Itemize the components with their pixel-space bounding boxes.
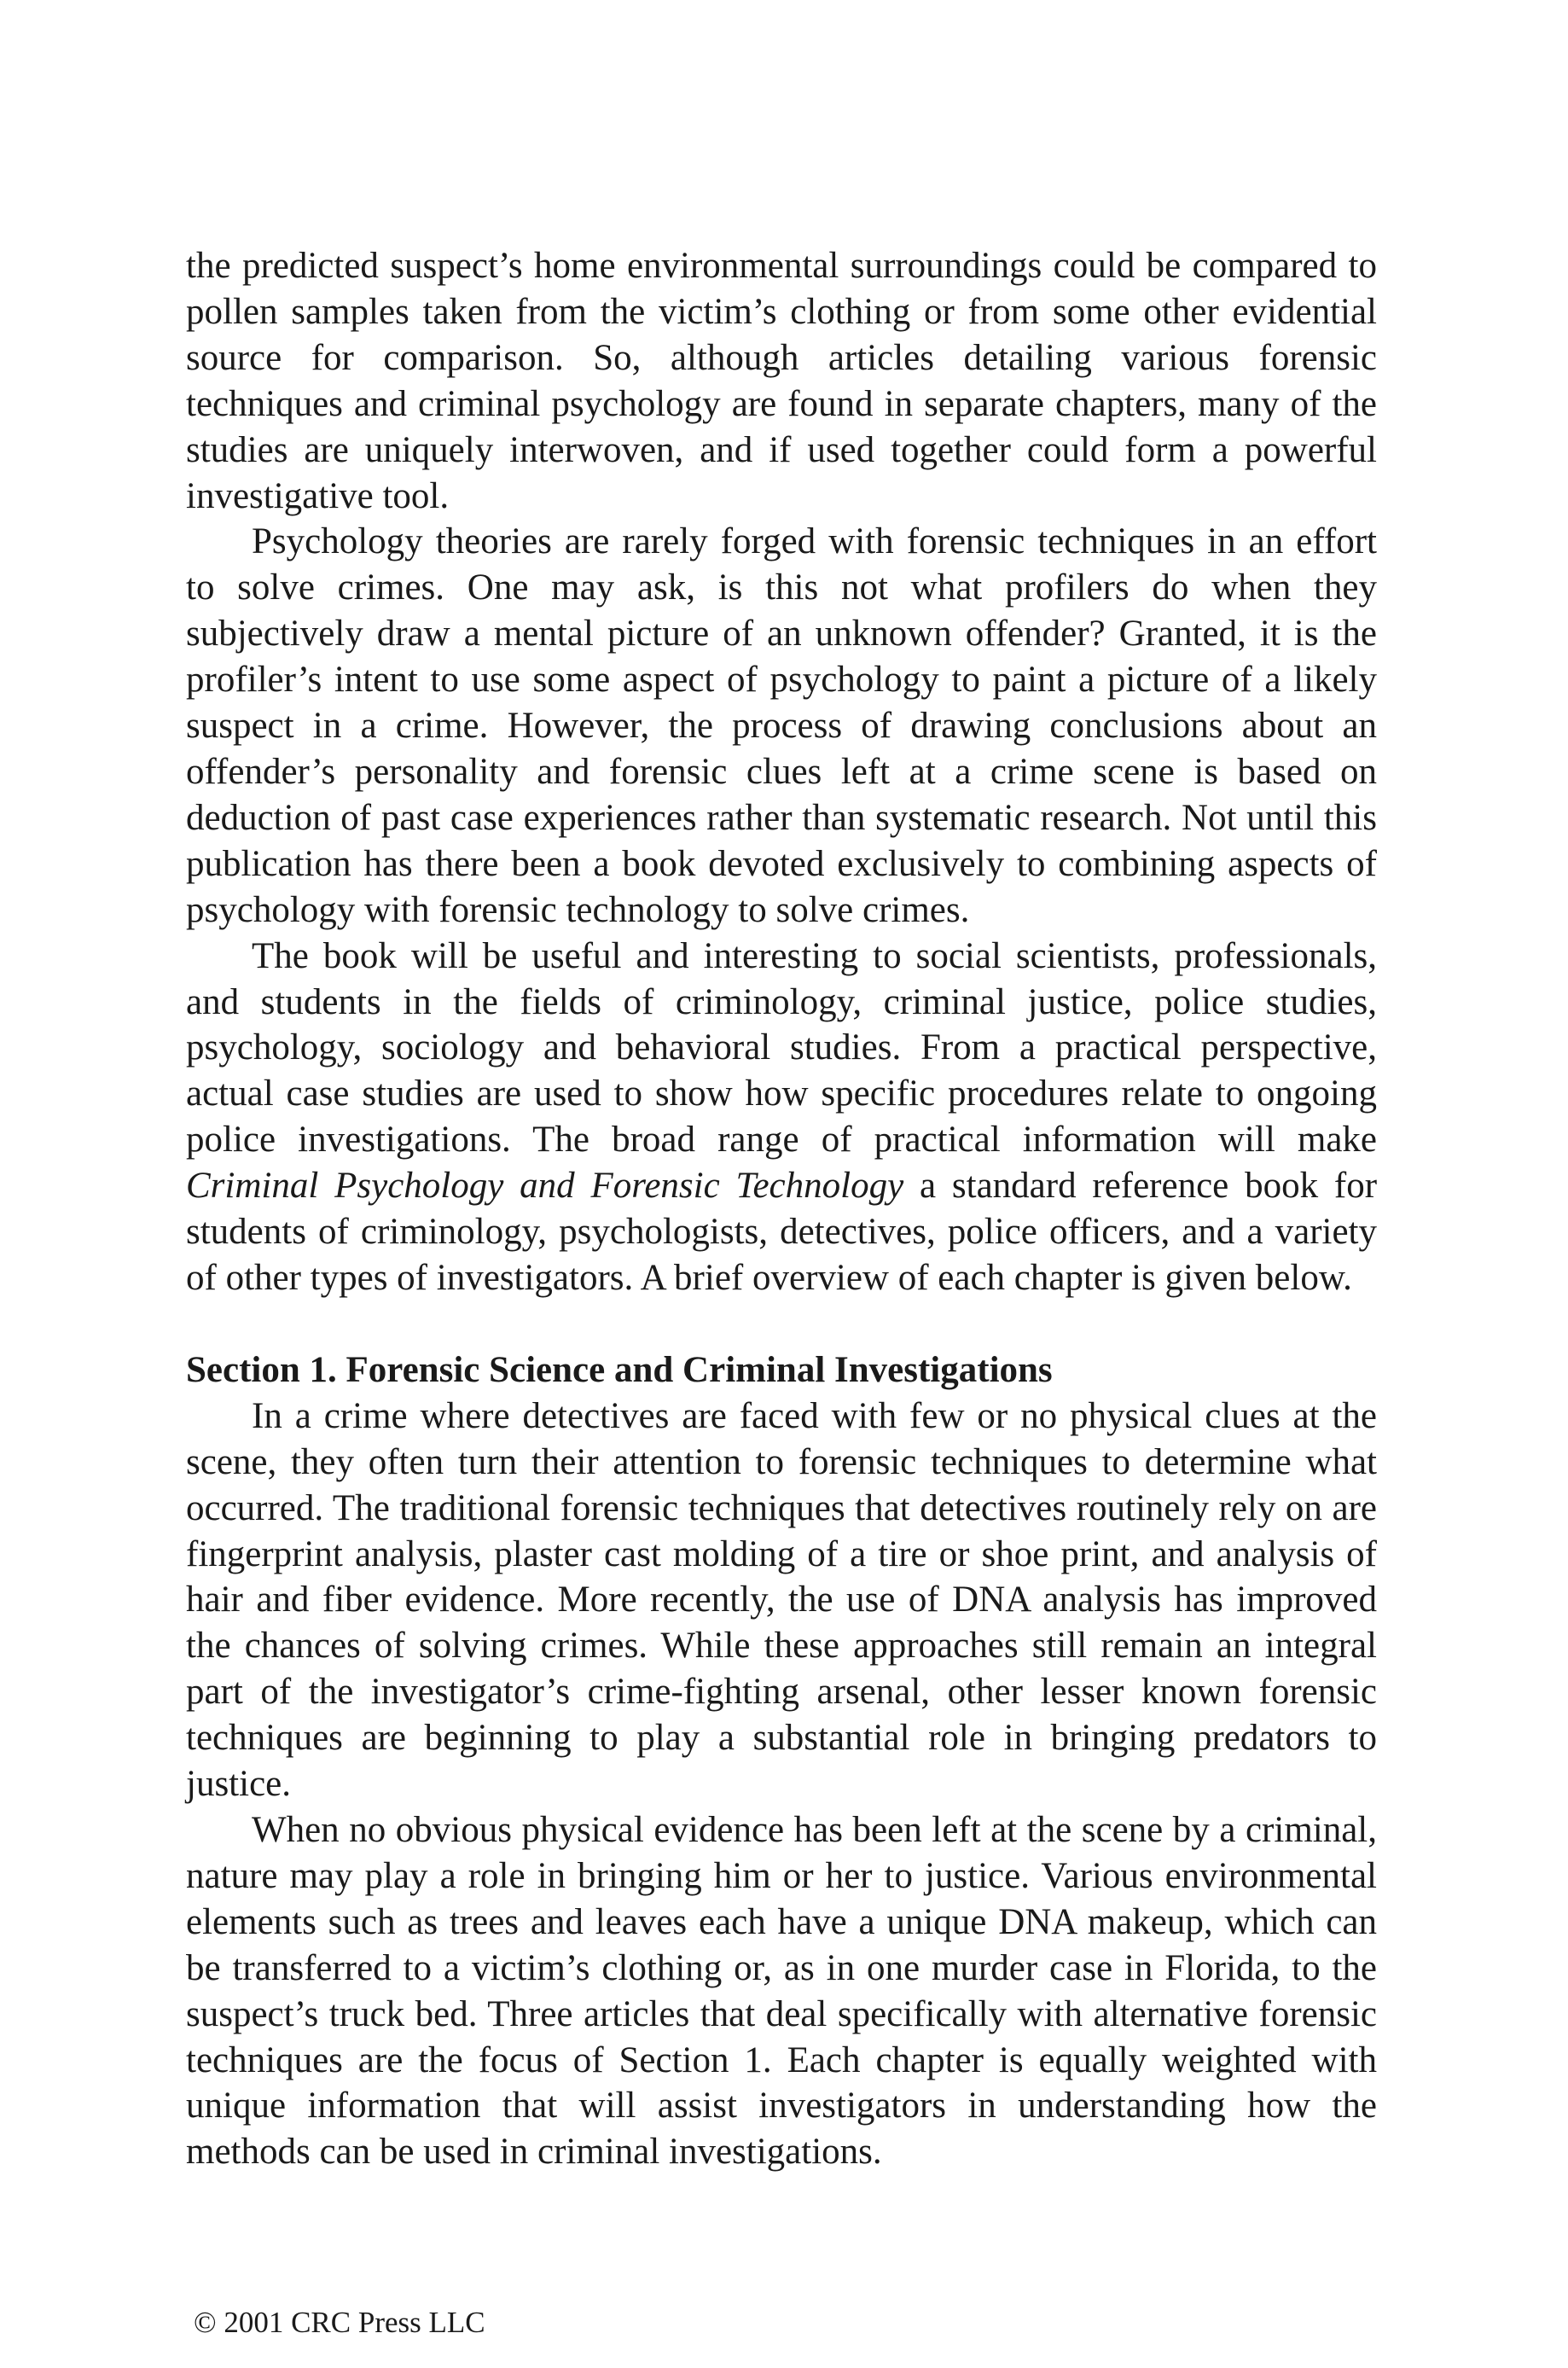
body-paragraph-1: the predicted suspect’s home environmental surroundings could be compared to pollen samples taken from the victim’s clothing or from some other evidential source for comparison. So, although articles detailing various forensic techniques and criminal psychology are found in separate chapters, many of the studies are uniquely interwoven, and if used together could form a powerful investigative tool. — [186, 246, 1377, 516]
copyright-footer: © 2001 CRC Press LLC — [194, 2306, 485, 2339]
body-paragraph-4: In a crime where detectives are faced with few or no physical clues at the scene, they often turn their attention to forensic techniques to determine what occurred. The traditional forensic techniques that detectives routinely rely on are fingerprint analysis, plaster cast molding of a tire or shoe print, and analysis of hair and fiber evidence. More recently, the use of DNA analysis has improved the chances of solving crimes. While these approaches still remain an integral part of the investigator’s crime-fighting arsenal, other lesser known forensic techniques are beginning to play a substantial role in bringing predators to justice. — [186, 1395, 1377, 1805]
book-title: Criminal Psychology and Forensic Technology — [186, 1166, 904, 1207]
body-paragraph-5: When no obvious physical evidence has been left at the scene by a criminal, nature may play a role in bringing him or her to justice. Various environmental elements such as trees and leaves each have a unique DNA makeup, which can be transferred to a victim’s clothing or, as in one murder case in Florida, to the suspect’s truck bed. Three articles that deal specifically with alternative forensic techniques are the focus of Section 1. Each chapter is equally weighted with unique information that will assist investigators in understanding how the methods can be used in criminal investigations. — [186, 1810, 1377, 2173]
section-heading: Section 1. Forensic Science and Criminal Investigations — [186, 1349, 1053, 1390]
text-column — [186, 243, 1377, 2175]
body-paragraph-3 — [186, 934, 1377, 1301]
body-paragraph-2: Psychology theories are rarely forged with forensic techniques in an effort to solve crimes. One may ask, is this not what profilers do when they subjectively draw a mental picture of an unknown offender? Granted, it is the profiler’s intent to use some aspect of psychology to paint a picture of a likely suspect in a crime. However, the process of drawing conclusions about an offender’s personality and forensic clues left at a crime scene is based on deduction of past case experiences rather than systematic research. Not until this publication has there been a book devoted exclusively to combining aspects of psychology with forensic technology to solve crimes. — [186, 521, 1377, 930]
paragraph-3-text-end: a standard reference book for students of criminology, psychologists, detectives, police officers, and a variety of other types of investigators. A brief overview of each chapter is given below. — [186, 1166, 1378, 1298]
paragraph-3-text-start: The book will be useful and interesting to social scientists, professionals, and students in the fields of criminology, criminal justice, police studies, psychology, sociology and behavioral studies. From a practical perspective, actual case studies are used to show how specific procedures relate to ongoing police investigations. The broad range of practical information will make — [186, 935, 1377, 1161]
